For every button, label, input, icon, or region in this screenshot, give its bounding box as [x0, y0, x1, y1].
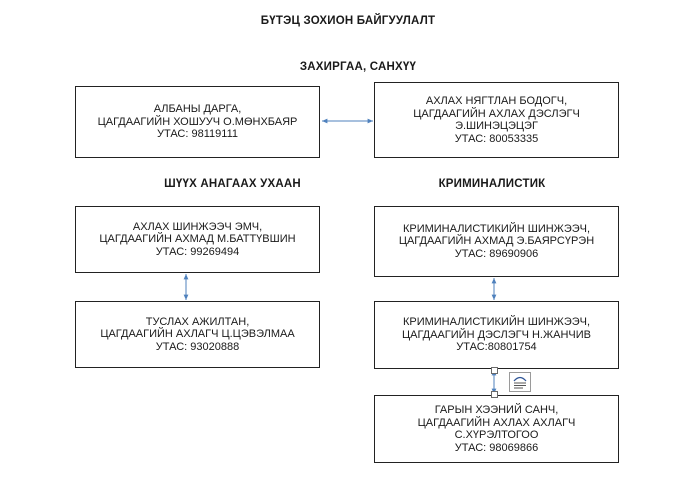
fingerprint-name: С.ХҮРЭЛТОГОО [454, 429, 539, 441]
fingerprint-rank: ЦАГДААГИЙН АХЛАХ АХЛАГЧ [417, 416, 576, 429]
box-accountant[interactable] [374, 82, 619, 158]
crim-examiner-1-name: ЦАГДААГИЙН АХМАД Э.БАЯРСҮРЭН [398, 235, 595, 248]
director-phone: УТАС: 98119111 [157, 128, 238, 141]
senior-examiner-phone: УТАС: 99269494 [155, 245, 240, 258]
crim-examiner-2-title: КРИМИНАЛИСТИКИЙН ШИНЖЭЭЧ, [402, 316, 591, 329]
accountant-name: Э.ШИНЭЦЭЦЭГ [455, 120, 538, 132]
box-senior-examiner[interactable] [75, 206, 320, 273]
section-heading-criminalistics: КРИМИНАЛИСТИК [438, 178, 546, 190]
director-name: ЦАГДААГИЙН ХОШУУЧ О.МӨНХБАЯР [97, 115, 298, 128]
layout-options-icon [510, 373, 530, 391]
box-crim-examiner-2[interactable] [374, 301, 619, 369]
assistant-phone: УТАС: 93020888 [155, 340, 240, 353]
senior-examiner-title: АХЛАХ ШИНЖЭЭЧ ЭМЧ, [132, 220, 263, 233]
page-title: БҮТЭЦ ЗОХИОН БАЙГУУЛАЛТ [260, 15, 436, 27]
crim-examiner-1-phone: УТАС: 89690906 [454, 247, 539, 260]
assistant-title: ТУСЛАХ АЖИЛТАН, [145, 315, 250, 328]
accountant-phone: УТАС: 80053335 [454, 132, 539, 145]
fingerprint-title: ГАРЫН ХЭЭНИЙ САНЧ, [434, 404, 559, 416]
section-heading-admin: ЗАХИРГАА, САНХҮҮ [299, 61, 417, 73]
accountant-rank: ЦАГДААГИЙН АХЛАХ ДЭСЛЭГЧ [413, 107, 580, 120]
director-title: АЛБАНЫ ДАРГА, [153, 103, 242, 116]
senior-examiner-name: ЦАГДААГИЙН АХМАД М.БАТТҮВШИН [99, 233, 296, 246]
connector-start-handle[interactable] [491, 367, 498, 374]
accountant-title: АХЛАХ НЯГТЛАН БОДОГЧ, [425, 95, 568, 107]
fingerprint-phone: УТАС: 98069866 [454, 441, 539, 454]
box-director[interactable] [75, 86, 320, 158]
crim-examiner-1-title: КРИМИНАЛИСТИКИЙН ШИНЖЭЭЧ, [402, 222, 591, 235]
connector-end-handle[interactable] [491, 391, 498, 398]
layout-options-button[interactable] [509, 372, 531, 392]
crim-examiner-2-name: ЦАГДААГИЙН ДЭСЛЭГЧ Н.ЖАНЧИВ [401, 328, 591, 341]
section-heading-forensic-medicine: ШҮҮХ АНАГААХ УХААН [164, 178, 301, 190]
box-fingerprint[interactable] [374, 395, 619, 463]
crim-examiner-2-phone: УТАС:80801754 [456, 341, 537, 354]
box-crim-examiner-1[interactable] [374, 206, 619, 277]
box-assistant[interactable] [75, 301, 320, 368]
assistant-name: ЦАГДААГИЙН АХЛАГЧ Ц.ЦЭВЭЛМАА [100, 328, 295, 341]
